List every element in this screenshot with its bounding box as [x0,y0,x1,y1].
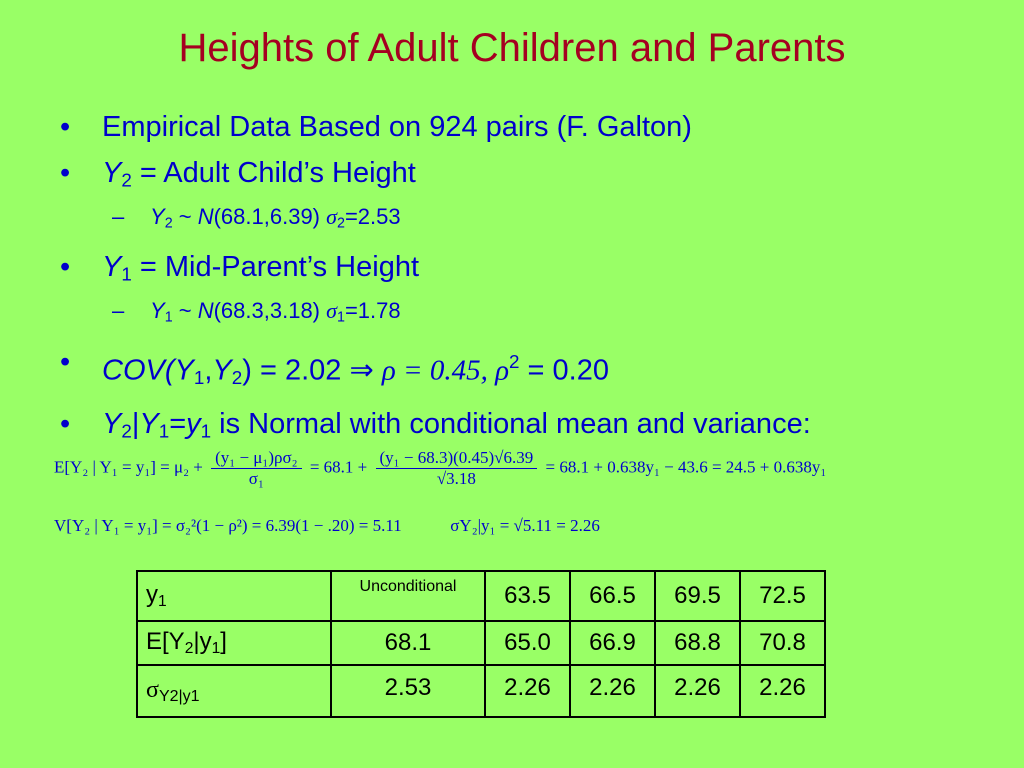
sub-bullet-y2-distribution: – $Y_2$ ~ N(68.1,6.39) $\sigma_2=2.53$ [60,204,1000,237]
row-label-conditional-sd: $\sigma_{Y2|y1}$ [137,665,331,717]
table-cell: 66.9 [570,621,655,665]
table-cell: 66.5 [570,571,655,621]
table-cell: 68.8 [655,621,740,665]
table-cell: 70.8 [740,621,825,665]
table-cell: 72.5 [740,571,825,621]
row-label-y1: $y_1$ [137,571,331,621]
table-row [137,571,825,621]
row-label-conditional-mean: $E[Y_2|y_1]$ [137,621,331,665]
bullet-list [60,110,1000,460]
table-cell: 68.1 [331,621,485,665]
table-cell: 65.0 [485,621,570,665]
slide-title: Heights of Adult Children and Parents [178,26,846,70]
implies-icon: ⇒ [349,353,374,386]
table-cell: 63.5 [485,571,570,621]
unconditional-header: Unconditional [331,571,485,621]
sub-bullet-y1-distribution: – $Y_1$ ~ N(68.3,3.18) $\sigma_1=1.78$ [60,298,1000,331]
table-cell: 2.26 [655,665,740,717]
bullet-y2-definition: • $Y_2$ = Adult Child’s Height [60,156,1000,198]
bullet-conditional: • $Y_2|Y_1=y_1$ is Normal with conditional mean and variance: [60,407,1000,449]
conditional-mean-equation: E[Y₂ | Y₁ = y₁] = μ₂ + $\frac{\text{(y₁ − μ₁)ρσ₂}}{\text{σ₁}}$ = 68.1 + $\frac{\text{(y₁ − 68.3)(0.45)√6.39}}{√3.18}$ = 68.1 + 0.638y₁ − 43.6 = 24.5 + 0.638y₁ [54,448,827,488]
bullet-empirical-data: • Empirical Data Based on 924 pairs (F. Galton) [60,110,1000,144]
table-cell: 2.26 [570,665,655,717]
table-cell: 2.26 [485,665,570,717]
conditional-variance-equation: V[Y₂ | Y₁ = y₁] = σ₂²(1 − ρ²) = 6.39(1 − .20) = 5.11 σY₂|y₁ = √5.11 = 2.26 [54,516,600,535]
table-cell: 69.5 [655,571,740,621]
bullet-y1-definition: • $Y_1$ = Mid-Parent’s Height [60,250,1000,292]
bullet-covariance: • $COV(Y_1,Y_2) = 2.02$ ⇒ ρ = 0.45, $\rho^2 = 0.20$ [60,345,1000,395]
table-cell: 2.53 [331,665,485,717]
conditional-sd-equation: σY₂|y₁ = √5.11 = 2.26 [450,516,600,535]
table-cell: 2.26 [740,665,825,717]
table-row [137,665,825,717]
table-row [137,621,825,665]
conditional-table [136,570,826,718]
